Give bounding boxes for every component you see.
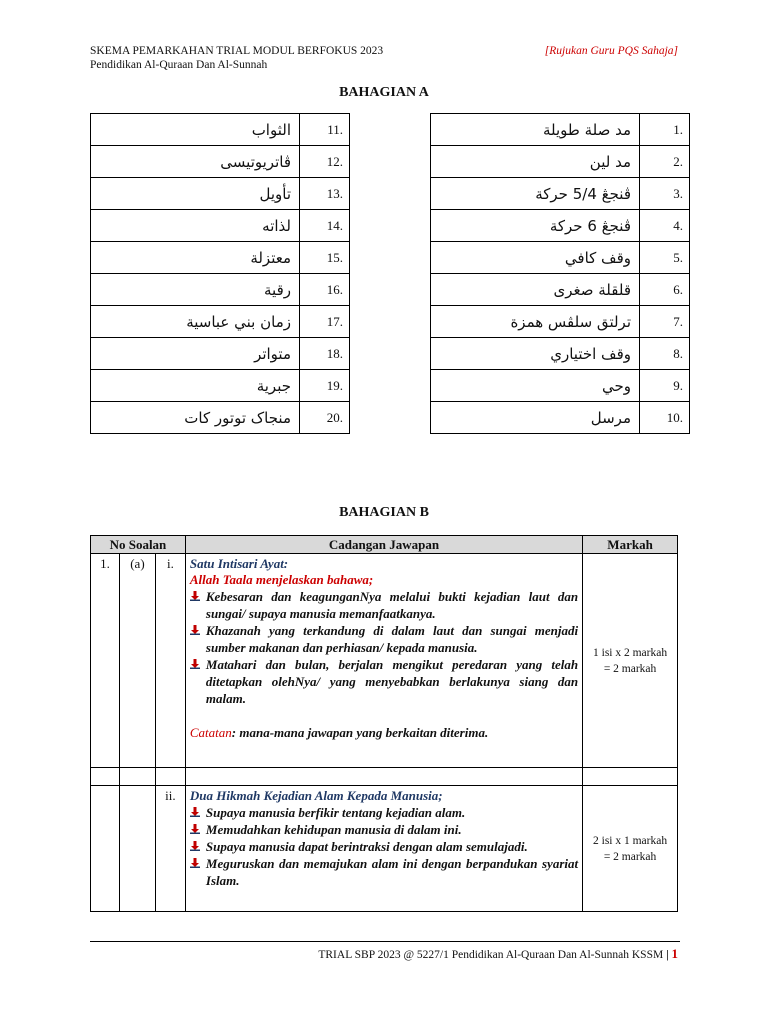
table-row: [431, 114, 690, 146]
section-a-title: BAHAGIAN A: [339, 85, 429, 100]
footer-separator: |: [666, 949, 669, 961]
answer-text: ڤنجڠ 6 حركة: [431, 210, 640, 242]
bullet-text: Supaya manusia berfikir tentang kejadian alam.: [205, 805, 466, 820]
item-number: 17.: [300, 306, 350, 338]
footer-divider: [90, 941, 680, 942]
mark-line-1: 1 isi x 2 markah: [593, 646, 668, 659]
arrow-bullet-icon: [190, 807, 200, 817]
item-number: 11.: [300, 114, 350, 146]
answer-text: تأويل: [91, 178, 300, 210]
item-number: 9.: [640, 370, 690, 402]
answer-text: وقف اختياري: [431, 338, 640, 370]
answer-text: وقف كافي: [431, 242, 640, 274]
table-row: [91, 242, 350, 274]
answer-heading: Dua Hikmah Kejadian Alam Kepada Manusia;: [189, 788, 443, 803]
table-row: [431, 210, 690, 242]
item-number: 15.: [300, 242, 350, 274]
bullet-text: Khazanah yang terkandung di dalam laut dan sungai menjadi sumber makanan dan perhiasan/ kepada manusia.: [205, 623, 579, 655]
section-a-left-table: [90, 113, 350, 434]
table-row: [431, 274, 690, 306]
answer-text: مد لين: [431, 146, 640, 178]
question-roman: i.: [155, 554, 185, 768]
answer-cell: [185, 554, 582, 768]
table-row: [91, 338, 350, 370]
item-number: 3.: [640, 178, 690, 210]
item-number: 14.: [300, 210, 350, 242]
answer-lead: Allah Taala menjelaskan bahawa;: [189, 572, 374, 587]
answer-text: مد صلة طويلة: [431, 114, 640, 146]
answer-text: وحي: [431, 370, 640, 402]
header-subtitle: Pendidikan Al-Quraan Dan Al-Sunnah: [90, 59, 268, 71]
table-row-spacer: [91, 768, 678, 786]
arrow-bullet-icon: [190, 591, 200, 601]
note-text: : mana-mana jawapan yang berkaitan diterima.: [231, 725, 489, 740]
item-number: 10.: [640, 402, 690, 434]
answer-bullet: [190, 656, 578, 707]
answer-bullet: [190, 821, 578, 838]
mark-cell: [583, 554, 678, 768]
table-row: [431, 370, 690, 402]
answer-cell: [185, 786, 582, 912]
answer-text: ڤنجڠ 5/4 حركة: [431, 178, 640, 210]
table-row: [91, 306, 350, 338]
item-number: 1.: [640, 114, 690, 146]
table-row: [91, 114, 350, 146]
table-row: [91, 274, 350, 306]
mark-line-1: 2 isi x 1 markah: [593, 834, 668, 847]
question-part: (a): [119, 554, 155, 768]
arrow-bullet-icon: [190, 625, 200, 635]
header-answer: Cadangan Jawapan: [185, 536, 582, 554]
bullet-text: Meguruskan dan memajukan alam ini dengan berpandukan syariat Islam.: [205, 856, 579, 888]
mark-line-2: = 2 markah: [603, 850, 657, 863]
answer-text: لذاته: [91, 210, 300, 242]
answer-text: ڤاتريوتيسى: [91, 146, 300, 178]
section-a-right-table: [430, 113, 690, 434]
item-number: 6.: [640, 274, 690, 306]
item-number: 5.: [640, 242, 690, 274]
header-mark: Markah: [583, 536, 678, 554]
answer-heading: Satu Intisari Ayat:: [189, 556, 289, 571]
bullet-text: Kebesaran dan keagunganNya melalui bukti kejadian laut dan sungai/ supaya manusia memanfaatkanya.: [205, 589, 579, 621]
table-row-q1ai: [91, 554, 678, 768]
item-number: 4.: [640, 210, 690, 242]
item-number: 7.: [640, 306, 690, 338]
answer-bullet: [190, 622, 578, 656]
answer-text: معتزلة: [91, 242, 300, 274]
item-number: 18.: [300, 338, 350, 370]
answer-text: منجاک توتور كات: [91, 402, 300, 434]
arrow-bullet-icon: [190, 659, 200, 669]
answer-text: ترلتق سلڤس همزة: [431, 306, 640, 338]
item-number: 20.: [300, 402, 350, 434]
bullet-text: Matahari dan bulan, berjalan mengikut peredaran yang telah ditetapkan olehNya/ yang menyebabkan berlakunya siang dan malam.: [205, 657, 579, 706]
table-row: [91, 146, 350, 178]
item-number: 19.: [300, 370, 350, 402]
table-row: [91, 370, 350, 402]
answer-note: [190, 724, 578, 741]
section-b-title: BAHAGIAN B: [339, 505, 429, 520]
table-row: [91, 178, 350, 210]
item-number: 13.: [300, 178, 350, 210]
question-roman: ii.: [155, 786, 185, 912]
answer-bullet: [190, 838, 578, 855]
mark-line-2: = 2 markah: [603, 662, 657, 675]
answer-text: زمان بني عباسية: [91, 306, 300, 338]
mark-cell: [583, 786, 678, 912]
table-row: [431, 338, 690, 370]
item-number: 16.: [300, 274, 350, 306]
footer-text: TRIAL SBP 2023 @ 5227/1 Pendidikan Al-Quraan Dan Al-Sunnah KSSM: [318, 949, 664, 961]
answer-bullet: [190, 804, 578, 821]
bullet-text: Supaya manusia dapat berintraksi dengan alam semulajadi.: [205, 839, 528, 854]
answer-bullet: [190, 588, 578, 622]
table-row: [431, 242, 690, 274]
answer-text: مرسل: [431, 402, 640, 434]
arrow-bullet-icon: [190, 841, 200, 851]
table-row-q1aii: [91, 786, 678, 912]
header-title: SKEMA PEMARKAHAN TRIAL MODUL BERFOKUS 2023: [90, 45, 384, 57]
note-label: Catatan: [189, 725, 232, 740]
arrow-bullet-icon: [190, 824, 200, 834]
answer-text: جبرية: [91, 370, 300, 402]
page-header: [90, 44, 678, 72]
item-number: 12.: [300, 146, 350, 178]
table-row: [91, 402, 350, 434]
table-row: [91, 210, 350, 242]
bullet-text: Memudahkan kehidupan manusia di dalam ini.: [205, 822, 462, 837]
answer-text: رقية: [91, 274, 300, 306]
header-no: No Soalan: [91, 536, 186, 554]
item-number: 2.: [640, 146, 690, 178]
answer-bullet: [190, 855, 578, 889]
table-row: [431, 146, 690, 178]
answer-text: الثواب: [91, 114, 300, 146]
page-footer: [318, 946, 678, 962]
page-number: 1: [671, 946, 678, 961]
question-number: 1.: [91, 554, 120, 768]
table-row: [431, 402, 690, 434]
section-b-table: [90, 535, 678, 912]
arrow-bullet-icon: [190, 858, 200, 868]
table-row: [431, 306, 690, 338]
table-header-row: [91, 536, 678, 554]
table-row: [431, 178, 690, 210]
header-note: [Rujukan Guru PQS Sahaja]: [544, 45, 678, 57]
answer-text: متواتر: [91, 338, 300, 370]
answer-text: قلقلة صغرى: [431, 274, 640, 306]
item-number: 8.: [640, 338, 690, 370]
